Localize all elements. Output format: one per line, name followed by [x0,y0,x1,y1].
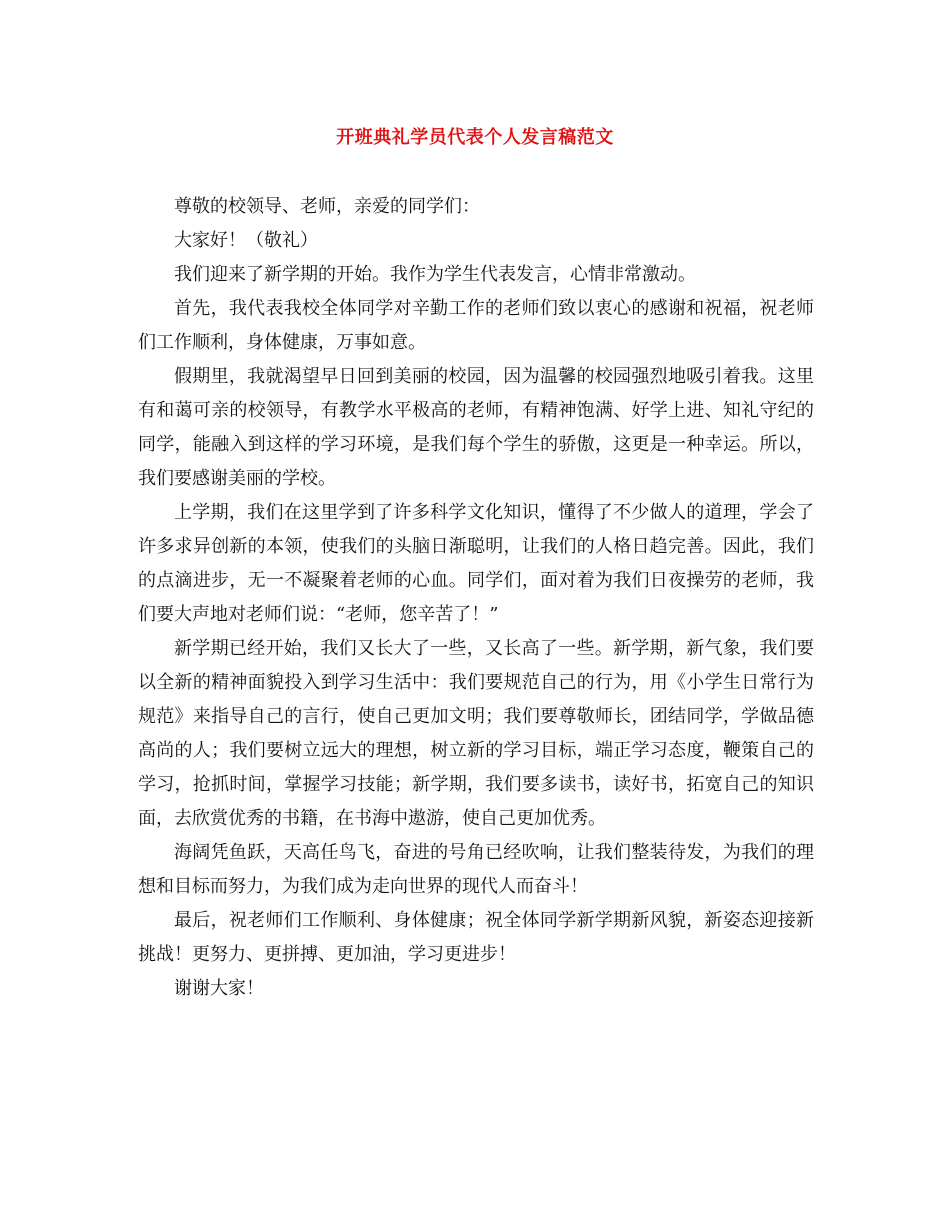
paragraph: 我们迎来了新学期的开始。我作为学生代表发言，心情非常激动。 [174,264,696,285]
paragraph: 海阔凭鱼跃，天高任鸟飞，奋进的号角已经吹响，让我们整装待发，为我们的理想和目标而努力，为我们成为走向世界的现代人而奋斗！ [138,842,814,897]
document-title: 开班典礼学员代表个人发言稿范文 [336,127,614,148]
paragraph: 新学期已经开始，我们又长大了一些，又长高了一些。新学期，新气象，我们要以全新的精神面貌投入到学习生活中：我们要规范自己的行为，用《小学生日常行为规范》来指导自己的言行，使自己更加文明；我们要尊敬师长，团结同学，学做品德高尚的人；我们要树立远大的理想，树立新的学习目标，端正学习态度，鞭策自己的学习，抢抓时间，掌握学习技能；新学期，我们要多读书，读好书，拓宽自己的知识面，去欣赏优秀的书籍，在书海中遨游，使自己更加优秀。 [138,638,814,829]
closing: 谢谢大家！ [174,978,264,999]
paragraph: 最后，祝老师们工作顺利、身体健康；祝全体同学新学期新风貌，新姿态迎接新挑战！更努力、更拼搏、更加油，学习更进步！ [138,910,814,965]
salutation: 尊敬的校领导、老师，亲爱的同学们： [174,196,480,217]
paragraph: 上学期，我们在这里学到了许多科学文化知识，懂得了不少做人的道理，学会了许多求异创新的本领，使我们的头脑日渐聪明，让我们的人格日趋完善。因此，我们的点滴进步，无一不凝聚着老师的心血。同学们，面对着为我们日夜操劳的老师，我们要大声地对老师们说：“老师，您辛苦了！” [138,502,814,625]
paragraph: 假期里，我就渴望早日回到美丽的校园，因为温馨的校园强烈地吸引着我。这里有和蔼可亲的校领导，有教学水平极高的老师，有精神饱满、好学上进、知礼守纪的同学，能融入到这样的学习环境，是我们每个学生的骄傲，这更是一种幸运。所以，我们要感谢美丽的学校。 [138,366,814,489]
greeting: 大家好！（敬礼） [174,230,318,251]
paragraph: 首先，我代表我校全体同学对辛勤工作的老师们致以衷心的感谢和祝福，祝老师们工作顺利，身体健康，万事如意。 [138,298,814,353]
document-body [138,190,814,1006]
